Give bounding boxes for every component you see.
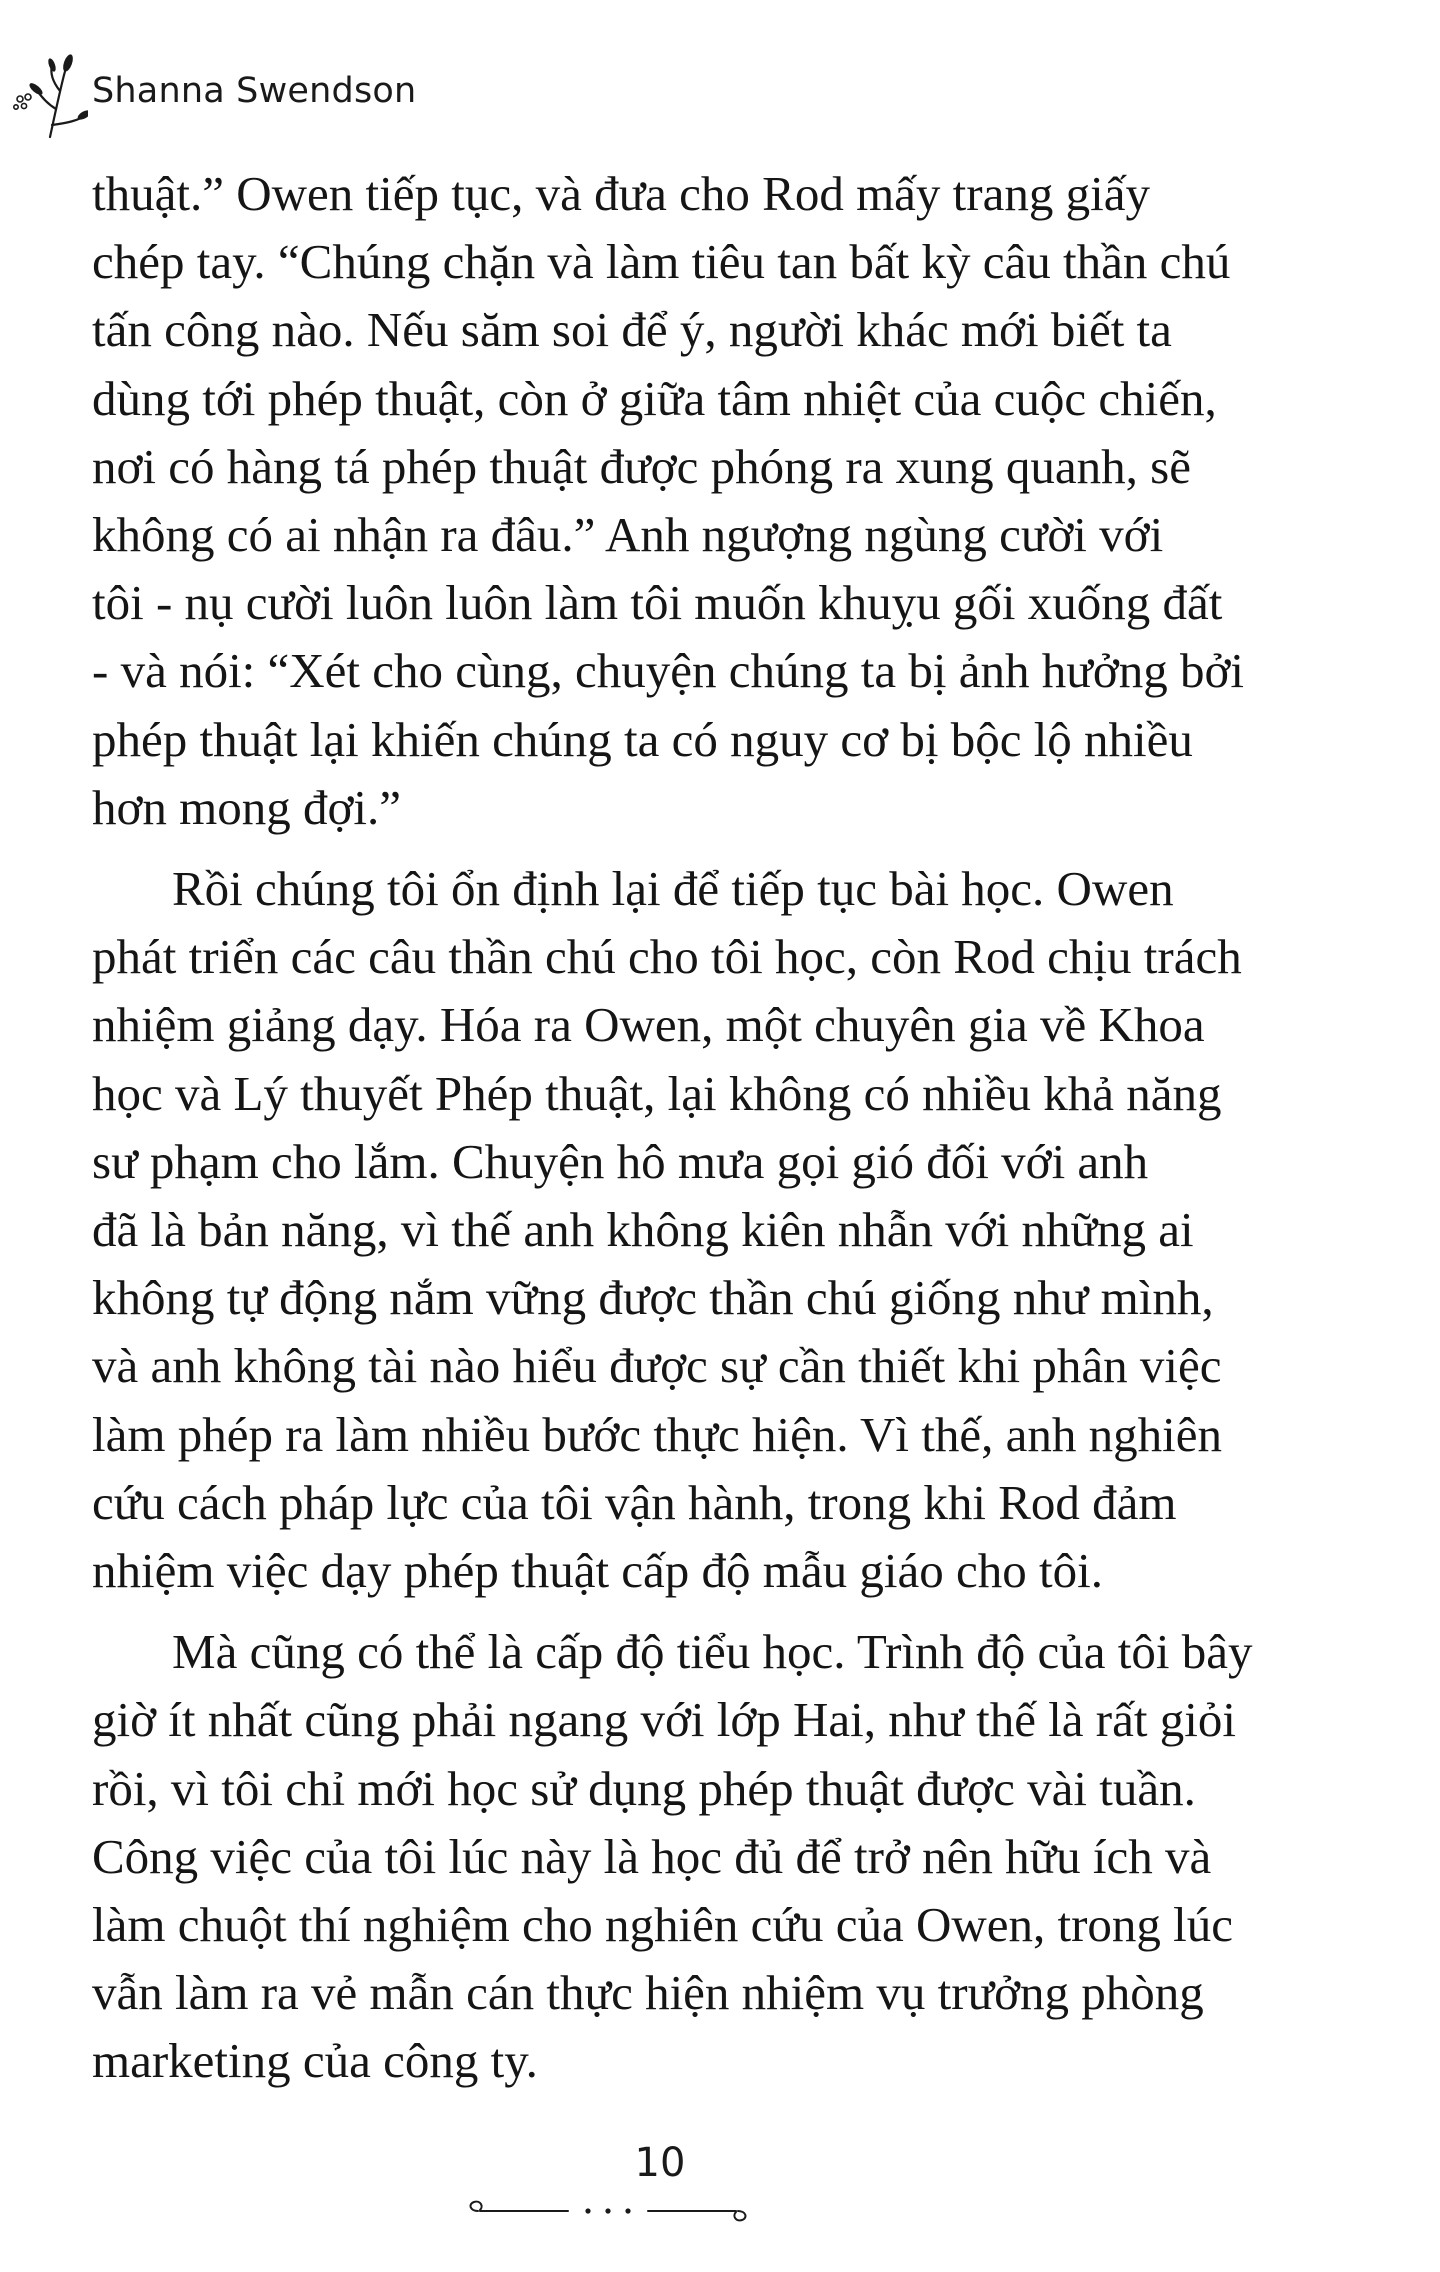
text-line: Rồi chúng tôi ổn định lại để tiếp tục bài học. Owen bbox=[172, 861, 1174, 917]
text-line: làm phép ra làm nhiều bước thực hiện. Vì thế, anh nghiên bbox=[92, 1406, 1222, 1462]
text-line: phép thuật lại khiến chúng ta có nguy cơ bị bộc lộ nhiều bbox=[92, 711, 1193, 767]
page-body bbox=[92, 160, 1332, 2096]
text-line: marketing của công ty. bbox=[92, 2033, 538, 2089]
running-header bbox=[6, 48, 416, 144]
text-line: nhiệm việc dạy phép thuật cấp độ mẫu giáo cho tôi. bbox=[92, 1543, 1104, 1599]
text-line: cứu cách pháp lực của tôi vận hành, trong khi Rod đảm bbox=[92, 1474, 1177, 1530]
text-line: nhiệm giảng dạy. Hóa ra Owen, một chuyên gia về Khoa bbox=[92, 997, 1205, 1053]
paragraph bbox=[92, 1618, 1332, 2095]
paragraph bbox=[92, 855, 1332, 1605]
text-line: hơn mong đợi.” bbox=[92, 779, 402, 835]
paragraph bbox=[92, 160, 1332, 842]
text-line: và anh không tài nào hiểu được sự cần thiết khi phân việc bbox=[92, 1338, 1222, 1394]
text-line: làm chuột thí nghiệm cho nghiên cứu của Owen, trong lúc bbox=[92, 1897, 1234, 1953]
text-line: chép tay. “Chúng chặn và làm tiêu tan bất kỳ câu thần chú bbox=[92, 234, 1231, 290]
text-line: tấn công nào. Nếu săm soi để ý, người khác mới biết ta bbox=[92, 302, 1172, 358]
text-line: nơi có hàng tá phép thuật được phóng ra xung quanh, sẽ bbox=[92, 438, 1191, 494]
leaf-branch-ornament-icon bbox=[6, 51, 88, 141]
text-line: Mà cũng có thể là cấp độ tiểu học. Trình độ của tôi bây bbox=[172, 1624, 1253, 1680]
swirl-divider-ornament-icon bbox=[458, 2194, 758, 2228]
text-line: đã là bản năng, vì thế anh không kiên nhẫn với những ai bbox=[92, 1202, 1194, 1258]
text-line: rồi, vì tôi chỉ mới học sử dụng phép thuật được vài tuần. bbox=[92, 1760, 1196, 1816]
text-line: giờ ít nhất cũng phải ngang với lớp Hai, như thế là rất giỏi bbox=[92, 1692, 1236, 1748]
text-line: - và nói: “Xét cho cùng, chuyện chúng ta bị ảnh hưởng bởi bbox=[92, 643, 1245, 699]
text-line: học và Lý thuyết Phép thuật, lại không có nhiều khả năng bbox=[92, 1065, 1222, 1121]
page-number: 10 bbox=[634, 2140, 686, 2186]
text-line: dùng tới phép thuật, còn ở giữa tâm nhiệt của cuộc chiến, bbox=[92, 370, 1217, 426]
text-line: phát triển các câu thần chú cho tôi học, còn Rod chịu trách bbox=[92, 929, 1242, 985]
text-line: vẫn làm ra vẻ mẫn cán thực hiện nhiệm vụ trưởng phòng bbox=[92, 1965, 1204, 2021]
text-line: thuật.” Owen tiếp tục, và đưa cho Rod mấy trang giấy bbox=[92, 166, 1150, 221]
text-line: Công việc của tôi lúc này là học đủ để trở nên hữu ích và bbox=[92, 1828, 1212, 1884]
text-line: tôi - nụ cười luôn luôn làm tôi muốn khuỵu gối xuống đất bbox=[92, 575, 1223, 631]
text-line: sư phạm cho lắm. Chuyện hô mưa gọi gió đối với anh bbox=[92, 1133, 1149, 1189]
page-footer bbox=[0, 2140, 1440, 2228]
text-line: không tự động nắm vững được thần chú giống như mình, bbox=[92, 1270, 1214, 1326]
text-line: không có ai nhận ra đâu.” Anh ngượng ngùng cười với bbox=[92, 507, 1164, 563]
author-name: Shanna Swendson bbox=[92, 71, 417, 111]
